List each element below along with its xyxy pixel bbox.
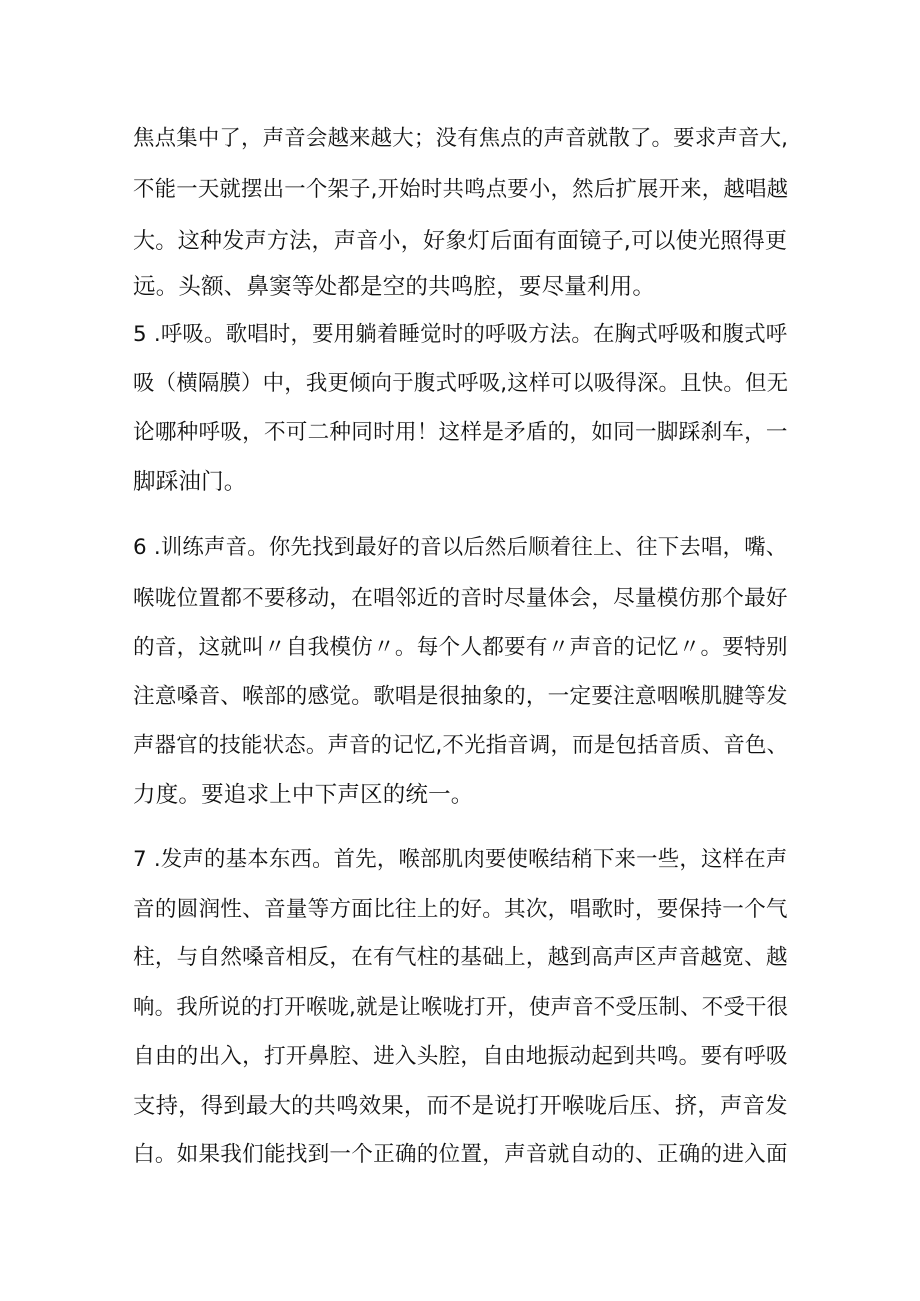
text-line: 的音，这就叫〃自我模仿〃。每个人都要有〃声音的记忆〃。要特别 (133, 635, 788, 660)
text-line: 焦点集中了，声音会越来越大；没有焦点的声音就散了。要求声音大, (133, 126, 789, 151)
text-line: 大。这种发声方法，声音小，好象灯后面有面镜子,可以使光照得更 (133, 228, 788, 254)
text-line: 支持，得到最大的共鸣效果，而不是说打开喉咙后压、挤，声音发 (133, 1093, 788, 1119)
text-line: 柱，与自然嗓音相反，在有气柱的基础上，越到高声区声音越宽、越 (133, 945, 788, 970)
text-line: 白。如果我们能找到一个正确的位置，声音就自动的、正确的进入面 (133, 1142, 788, 1167)
text-line: 力度。要追求上中下声区的统一。 (133, 782, 474, 808)
text-line: 6 .训练声音。你先找到最好的音以后然后顺着往上、往下去唱，嘴、 (133, 535, 788, 560)
text-line: 5 .呼吸。歌唱时，要用躺着睡觉时的呼吸方法。在胸式呼吸和腹式呼 (133, 322, 788, 347)
text-line: 声器官的技能状态。声音的记忆,不光指音调，而是包括音质、音色、 (133, 733, 789, 758)
text-line: 论哪种呼吸，不可二种同时用！这样是矛盾的，如同一脚踩刹车，一 (133, 420, 788, 445)
text-line: 响。我所说的打开喉咙,就是让喉咙打开，使声音不受压制、不受干很 (133, 995, 789, 1020)
text-line: 自由的出入，打开鼻腔、进入头腔，自由地振动起到共鸣。要有呼吸 (133, 1044, 788, 1069)
text-line: 脚踩油门。 (133, 469, 247, 495)
text-line: 注意嗓音、喉部的感觉。歌唱是很抽象的，一定要注意咽喉肌腱等发 (133, 684, 788, 709)
text-line: 不能一天就摆出一个架子,开始时共鸣点要小，然后扩展开来，越唱越 (133, 177, 789, 202)
text-line: 喉咙位置都不要移动，在唱邻近的音时尽量体会，尽量模仿那个最好 (133, 586, 788, 611)
text-line: 音的圆润性、音量等方面比往上的好。其次，唱歌时，要保持一个气 (133, 897, 788, 922)
text-line: 远。头额、鼻窦等处都是空的共鸣腔，要尽量利用。 (133, 274, 656, 300)
text-line: 7 .发声的基本东西。首先，喉部肌肉要使喉结稍下来一些，这样在声 (133, 847, 788, 872)
text-line: 吸（横隔膜）中，我更倾向于腹式呼吸,这样可以吸得深。且快。但无 (133, 371, 789, 396)
